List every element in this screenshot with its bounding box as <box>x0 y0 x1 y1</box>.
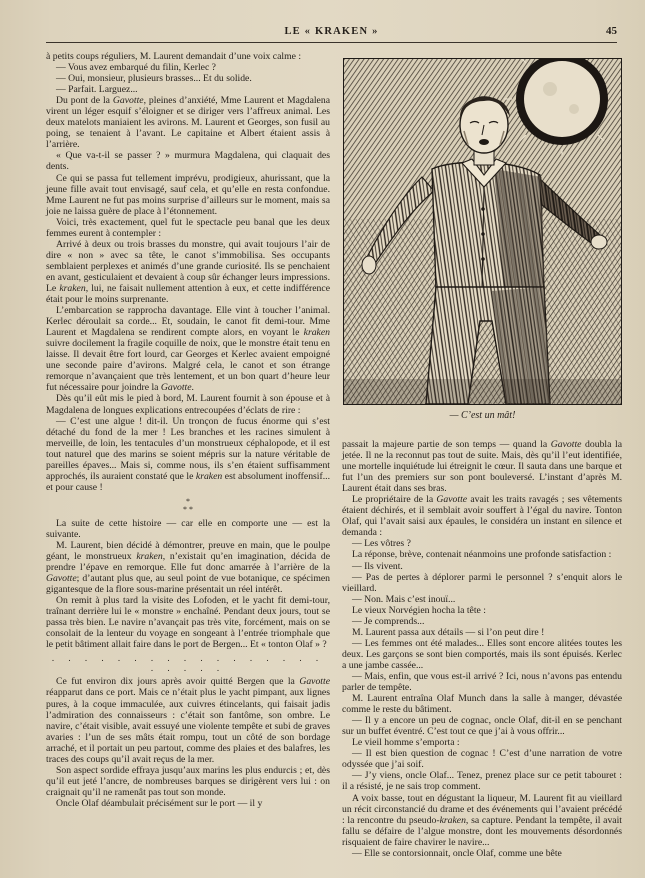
dialogue-line: — Je comprends... <box>352 615 425 627</box>
paragraph: Le vieil homme s’emporta : <box>352 737 460 749</box>
illustration-caption: — C’est un mât! <box>449 410 516 421</box>
paragraph: Le vieux Norvégien hocha la tête : <box>352 604 486 616</box>
left-text-column <box>46 51 330 809</box>
paragraph: Son aspect sordide effraya jusqu’aux marins les plus endurcis ; et, dès qu’il eut jeté l’ancre, de nombreuses barques se dirigèrent vers lui : on craignait qu’il ne ramenât pas tout son monde. <box>46 764 330 798</box>
paragraph: Arrivé à deux ou trois brasses du monstre, qui avait toujours l’air de dire « non » avec sa tête, le canot s’immobilisa. Ses occupants semblaient perplexes et animés d’une grande curiosité. Ils se penchaient en avant, gesticulaient et devaient à coup sûr échanger leurs impressions. Le kraken, lui, ne faisait nullement attention à eux, et cette indifférence était pour le moins surprenante. <box>46 238 331 306</box>
paragraph: Ce fut environ dix jours après avoir quitté Bergen que la Gavotte réapparut dans ce port. Mais ce n’était plus le yacht pimpant, aux lignes pures, à la coque immaculée, aux cuivres étincelants, qui faisait jadis l’admiration des connaisseurs : c’était son fantôme, son ombre. Le navire, c’était visible, avait essuyé une violente tempête et subi de graves avaries : l’un de ses mâts était rompu, tout un côté de son bordage arraché, et il portait un peu partout, comme des plaies et des balafres, les traces des coups qu’il avait reçus de la mer. <box>46 676 330 765</box>
dialogue-line: — Mais, enfin, que vous est-il arrivé ? Ici, nous n’avons pas entendu parler de tempête. <box>342 670 622 694</box>
dialogue-line: — Les vôtres ? <box>352 538 411 550</box>
dialogue-line: — Il y a encore un peu de cognac, oncle Olaf, dit-il en se penchant sur un buffet éventré. C’est tout ce que j’ai à vous offrir... <box>342 715 622 738</box>
section-break-dots: . . . . . . . . . . . . . . . . . . . . . . <box>51 653 325 674</box>
man-in-striped-pyjamas-illustration <box>344 59 621 404</box>
paragraph: Du pont de la Gavotte, pleines d’anxiété, Mme Laurent et Magdalena virent un léger esquif s’éloigner et se diriger vers l’affreux animal. Les deux matelots maniaient les avirons. M. Laurent et Georges, son fusil au poing, se tenaient à l’avant. Le capitaine et Albert étaient assis à l’arrière. <box>46 95 331 151</box>
paragraph: Oncle Olaf déambulait précisément sur le port — il y <box>56 797 263 809</box>
running-header <box>46 24 617 43</box>
dialogue-line: — Vous avez embarqué du filin, Kerlec ? <box>56 62 216 74</box>
illustration-frame <box>343 58 622 405</box>
dialogue-line: — Oui, monsieur, plusieurs brasses... Et du solide. <box>56 73 252 85</box>
paragraph: La réponse, brève, contenait néanmoins une profonde satisfaction : <box>352 549 612 561</box>
dialogue-line: — Ils vivent. <box>352 560 403 572</box>
dialogue-line: — Non. Mais c’est inouï... <box>352 593 456 605</box>
page-number: 45 <box>606 25 617 37</box>
paragraph: passait la majeure partie de son temps — quand la Gavotte doubla la jetée. Il ne la reconnut pas tout de suite. Mais, dès qu’il l’eut identifiée, une mortelle inquiétude lui étreignit le cœur. Il sauta dans une barque et fut l’un des premiers sur son pont bouleversé. L’instant d’après M. Laurent était dans ses bras. <box>342 439 623 495</box>
paragraph: « Que va-t-il se passer ? » murmura Magdalena, qui claquait des dents. <box>46 150 330 173</box>
ship-name: Gavotte <box>112 95 144 107</box>
paragraph: Voici, très exactement, quel fut le spectacle peu banal que les deux femmes eurent à contempler : <box>46 216 330 239</box>
paragraph: La suite de cette histoire — car elle en comporte une — est la suivante. <box>46 517 330 540</box>
paragraph: à petits coups réguliers, M. Laurent demandait d’une voix calme : <box>46 51 302 62</box>
paragraph: M. Laurent entraîna Olaf Munch dans la salle à manger, dévastée comme le reste du bâtiment. <box>342 693 622 716</box>
section-break-asterisks: * * * <box>183 496 193 514</box>
paragraph: — C’est une algue ! dit-il. Un tronçon de fucus énorme qui s’est détaché du fond de la mer ! Les branches et les racines simulent à merveille, de loin, les tentacules d’un monstrueux céphalopode, et il est tout naturel que des marins se soient mépris sur la nature véritable de pareilles épaves... Mais si, comme nous, ils s’en étaient suffisamment approchés, ils auraient constaté que le kraken est absolument inoffensif... et pour cause ! <box>46 415 330 493</box>
dialogue-line: — Elle se contorsionnait, oncle Olaf, comme une bête <box>352 847 562 859</box>
paragraph: Dès qu’il eût mis le pied à bord, M. Laurent fournit à son épouse et à Magdalena de longues explications entrecoupées d’éclats de rire : <box>46 393 330 416</box>
dialogue-line: — Il est bien question de cognac ! C’est d’une narration de votre odyssée que j’ai soif. <box>342 748 622 771</box>
right-text-column <box>342 439 622 859</box>
paragraph: L’embarcation se rapprocha davantage. Elle vint à toucher l’animal. Kerlec déroulait sa corde... Et, soudain, le canot fit demi-tour. Mme Laurent et Magdalena se rendirent compte alors, en voyant le kraken suivre docilement la fragile coquille de noix, que le monstre était tenu en laisse. Il devait être fort lourd, car Georges et Kerlec avaient empoigné une seconde paire d’avirons. Malgré cela, le canot et son étrange remorque n’avançaient que très lentement, et un bon quart d’heure leur fut nécessaire pour joindre la Gavotte. <box>46 305 330 394</box>
paragraph: A voix basse, tout en dégustant la liqueur, M. Laurent fit au vieillard un récit circonstancié du drame et des événements qui l’avaient précédé : la rencontre du pseudo-kraken, sa capture. Pendant la tempête, il avait fallu se défaire de l’algue monstre, dont les mouvements désordonnés risquaient de faire chavirer le navire... <box>342 792 622 848</box>
running-title: LE « KRAKEN » <box>284 26 379 37</box>
paragraph: M. Laurent, bien décidé à démontrer, preuve en main, que le poulpe géant, le monstrueux kraken, n’existait qu’en imagination, décida de prendre l’épave en remorque. Elle fut donc amarrée à l’arrière de la Gavotte; d’autant plus que, au seul point de vue botanique, ce spécimen gigantesque de la flore sous-marine présentait un réel intérêt. <box>46 539 330 596</box>
dialogue-line: — Les femmes ont été malades... Elles sont encore alitées toutes les deux. Les garçons se sont bien comportés, mais ils sont épuisés. Kerlec a une jambe cassée... <box>342 637 622 671</box>
dialogue-line: — J’y viens, oncle Olaf... Tenez, prenez place sur ce petit tabouret : il a résisté, je ne sais trop comment. <box>342 770 622 793</box>
dialogue-line: — Parfait. Larguez... <box>56 84 138 96</box>
paragraph: M. Laurent passa aux détails — si l’on peut dire ! <box>352 626 545 638</box>
dialogue-line: — Pas de pertes à déplorer parmi le personnel ? s’enquit alors le vieillard. <box>342 571 622 594</box>
paragraph: Le propriétaire de la Gavotte avait les traits ravagés ; ses vêtements étaient déchirés, et il semblait avoir souffert à l’égal du navire. Tonton Olaf, qui l’avait saisi aux épaules, le considéra un instant en silence et demanda : <box>342 494 622 539</box>
paragraph: Ce qui se passa fut tellement imprévu, prodigieux, ahurissant, que la jeune fille avait tout envisagé, sauf cela, et qu’elle en resta confondue. Mme Laurent ne fut pas moins surprise d’ailleurs sur le moment, mais sa joie ne laissa guère de place à l’étonnement. <box>46 172 330 217</box>
paragraph: On remit à plus tard la visite des Lofoden, et le yacht fit demi-tour, traînant derrière lui le « monstre » enchaîné. Pendant deux jours, tout se passa très bien. Le navire n’avançait pas très vite, forcément, mais on se consolait de la lenteur du voyage en songeant à l’entrée triomphale que le petit bâtiment allait faire dans le port de Bergen... Et « tonton Olaf » ? <box>46 595 330 651</box>
